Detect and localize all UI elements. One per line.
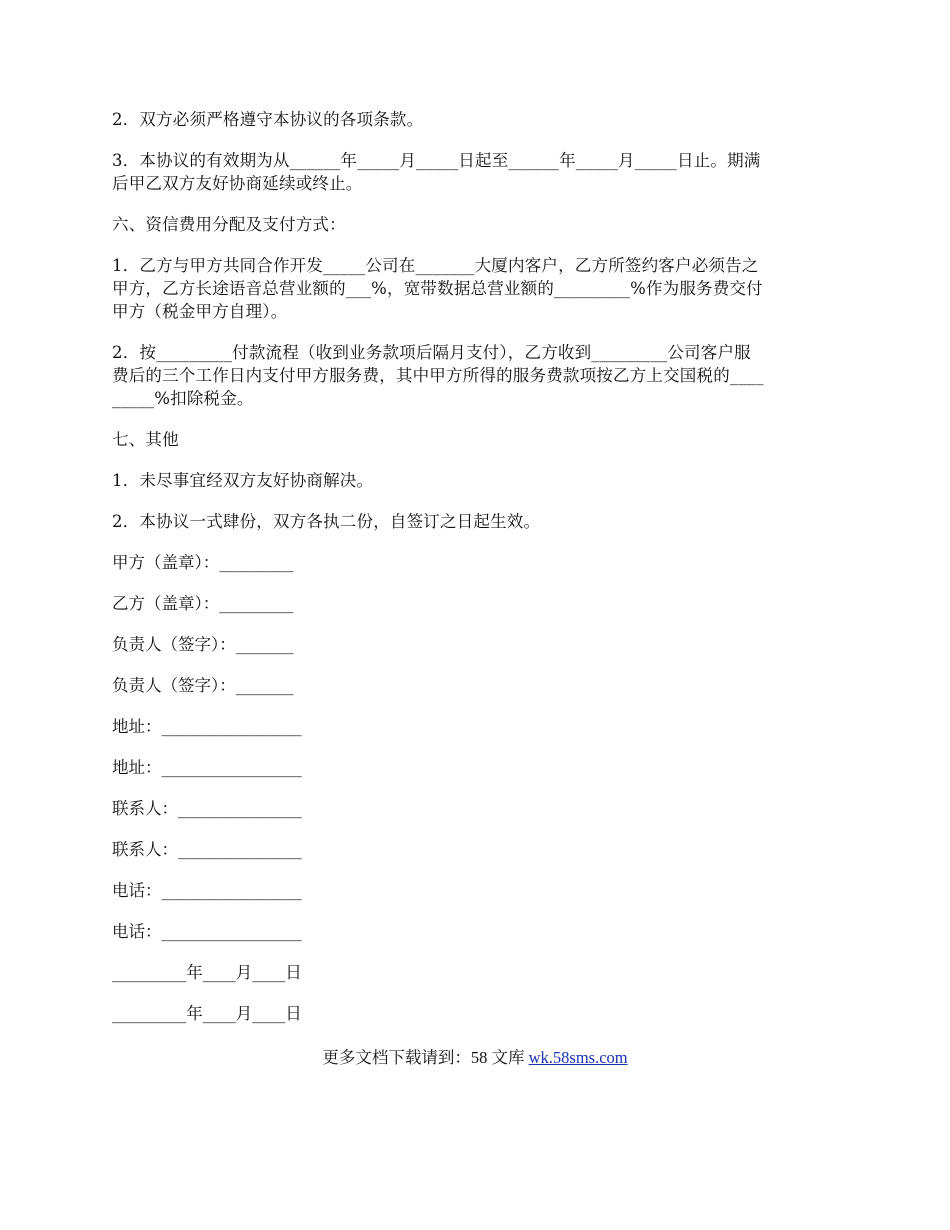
- party-b-seal-field: 乙方（盖章）：_________: [112, 594, 294, 613]
- clause-7-2: 2．本协议一式肆份，双方各执二份，自签订之日起生效。: [112, 512, 541, 531]
- clause-6-2-line-1: 2．按_________付款流程（收到业务款项后隔月支付），乙方收到_________公司客户服: [112, 343, 751, 362]
- clause-6-1: [112, 254, 842, 323]
- clause-6-1-line-3: 甲方（税金甲方自理）。: [112, 302, 288, 321]
- address-b-field: 地址：_________________: [112, 758, 302, 777]
- clause-5-2: 2．双方必须严格遵守本协议的各项条款。: [112, 110, 424, 129]
- clause-7-1: 1．未尽事宜经双方友好协商解决。: [112, 471, 374, 490]
- clause-5-3-line-1: 3．本协议的有效期为从______年_____月_____日起至______年_____月_____日止。期满: [112, 151, 761, 170]
- clause-6-1-line-2: 甲方，乙方长途语音总营业额的___%，宽带数据总营业额的_________%作为服务费交付: [112, 279, 763, 298]
- download-footer: [0, 1046, 950, 1069]
- section-7-heading: 七、其他: [112, 430, 179, 449]
- section-6-heading: 六、资信费用分配及支付方式：: [112, 215, 346, 234]
- date-b-field: _________年____月____日: [112, 1004, 302, 1023]
- contact-a-field: 联系人：_______________: [112, 799, 302, 818]
- clause-5-3: [112, 149, 842, 195]
- footer-link[interactable]: wk.58sms.com: [528, 1048, 628, 1067]
- clause-6-2: [112, 341, 842, 410]
- phone-b-field: 电话：_________________: [112, 922, 302, 941]
- clause-6-2-line-3: _____%扣除税金。: [112, 389, 254, 408]
- address-a-field: 地址：_________________: [112, 717, 302, 736]
- responsible-b-signature-field: 负责人（签字）：_______: [112, 676, 294, 695]
- clause-5-3-line-2: 后甲乙双方友好协商延续或终止。: [112, 174, 363, 193]
- party-a-seal-field: 甲方（盖章）：_________: [112, 553, 294, 572]
- phone-a-field: 电话：_________________: [112, 881, 302, 900]
- document-body: [112, 108, 842, 1043]
- signature-block: [112, 551, 842, 1025]
- date-a-field: _________年____月____日: [112, 963, 302, 982]
- clause-6-1-line-1: 1．乙方与甲方共同合作开发_____公司在_______大厦内客户，乙方所签约客户必须告之: [112, 256, 759, 275]
- responsible-a-signature-field: 负责人（签字）：_______: [112, 635, 294, 654]
- contact-b-field: 联系人：_______________: [112, 840, 302, 859]
- footer-text: 更多文档下载请到：58 文库: [322, 1048, 529, 1067]
- clause-6-2-line-2: 费后的三个工作日内支付甲方服务费，其中甲方所得的服务费款项按乙方上交国税的____: [112, 366, 764, 385]
